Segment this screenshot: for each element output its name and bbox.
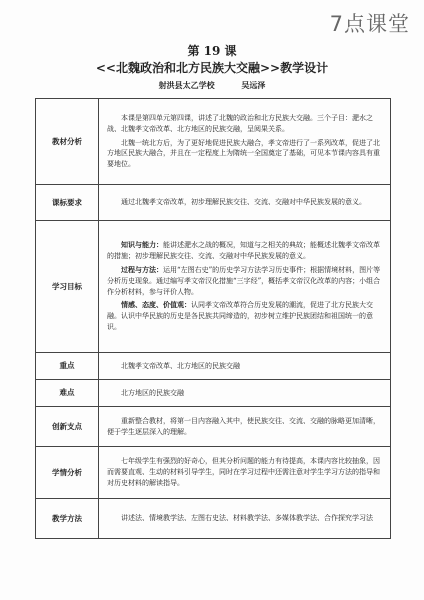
goal-text: 运用“左图右史”的历史学习方法学习历史事件；根据情境材料，图片等分析历史现象。通过编写孝文帝汉化措施“三字经”，概括孝文帝汉化改革的内容；小组合作分析材料，参与评价人物。	[107, 265, 381, 296]
table-row	[36, 447, 391, 499]
table-row	[36, 380, 391, 407]
table-row	[36, 185, 391, 221]
author-line	[0, 80, 424, 91]
row-content	[99, 407, 391, 447]
paragraph	[107, 240, 382, 262]
table-row	[36, 99, 391, 185]
row-label: 教材分析	[36, 99, 99, 185]
goal-heading: 过程与方法：	[121, 264, 163, 274]
document-title: <<北魏政治和北方民族大交融>>教学设计	[95, 61, 329, 75]
row-content	[99, 185, 391, 221]
paragraph: 本课是第四单元第四课，讲述了北魏的政治和北方民族大交融。三个子目：淝水之战、北魏孝文帝改革、北方地区的民族交融，呈阅果关系。	[107, 113, 373, 133]
paragraph	[107, 300, 382, 333]
row-content	[99, 380, 391, 407]
lesson-number: 第 19 课	[187, 44, 237, 58]
row-content	[99, 353, 391, 380]
paragraph: 讲述法、情境教学法、左图右史法、材料教学法、多媒体教学法、合作探究学习法	[121, 514, 373, 523]
goal-heading: 知识与能力：	[121, 240, 163, 250]
row-label: 学习目标	[36, 221, 99, 353]
paragraph: 北魏一统北方后，为了更好地促进民族大融合，孝文帝进行了一系列改革，促进了北方地区民族大融合，并且在一定程度上为隋统一全国奠定了基础，可见本节课内容具有重要地位。	[107, 138, 380, 169]
paragraph: 通过北魏孝文帝改革，初步理解民族交往、交流、交融对中华民族发展的意义。	[121, 198, 366, 207]
goal-text: 认同孝文帝改革符合历史发展的潮流，促进了北方民族大交融。认识中华民族的历史是各民族共同缔造的，初步树立维护民族团结和祖国统一的意识。	[107, 301, 373, 332]
design-table	[35, 98, 391, 539]
paragraph: 北方地区的民族交融	[121, 388, 184, 397]
row-label: 学情分析	[36, 447, 99, 499]
teacher-name: 吴远泽	[241, 80, 266, 90]
table-row	[36, 221, 391, 353]
row-label: 创新支点	[36, 407, 99, 447]
table-row	[36, 407, 391, 447]
table-row	[36, 499, 391, 539]
row-content	[99, 447, 391, 499]
paragraph: 七年级学生有强烈的好奇心，但其分析问题的能力有待提高，本课内容比较抽象，因而需要直观、生动的材料引导学生，同时在学习过程中还需注意对学生学习方法的指导和对历史材料的解读指导。	[107, 457, 380, 487]
paragraph	[107, 265, 382, 298]
row-content	[99, 499, 391, 539]
row-content	[99, 99, 391, 185]
row-label: 课标要求	[36, 185, 99, 221]
goal-heading: 情感、态度、价值观：	[121, 300, 191, 310]
paragraph: 北魏孝文帝改革、北方地区的民族交融	[121, 361, 240, 370]
row-label: 教学方法	[36, 499, 99, 539]
table-row	[36, 353, 391, 380]
paragraph: 重新整合教材，将第一目内容融入其中，使民族交往、交流、交融的脉略更加清晰，便于学生逐层深入的理解。	[107, 416, 380, 436]
school-name: 射洪县太乙学校	[158, 80, 215, 90]
row-label: 重点	[36, 353, 99, 380]
watermark: 7点课堂	[329, 12, 410, 36]
goal-text: 能讲述淝水之战的概况，知道与之相关的典故；能概述北魏孝文帝改革的措施；初步理解民族交往、交流、交融对中华民族发展的意义。	[107, 241, 380, 260]
row-label: 难点	[36, 380, 99, 407]
row-content	[99, 221, 391, 353]
